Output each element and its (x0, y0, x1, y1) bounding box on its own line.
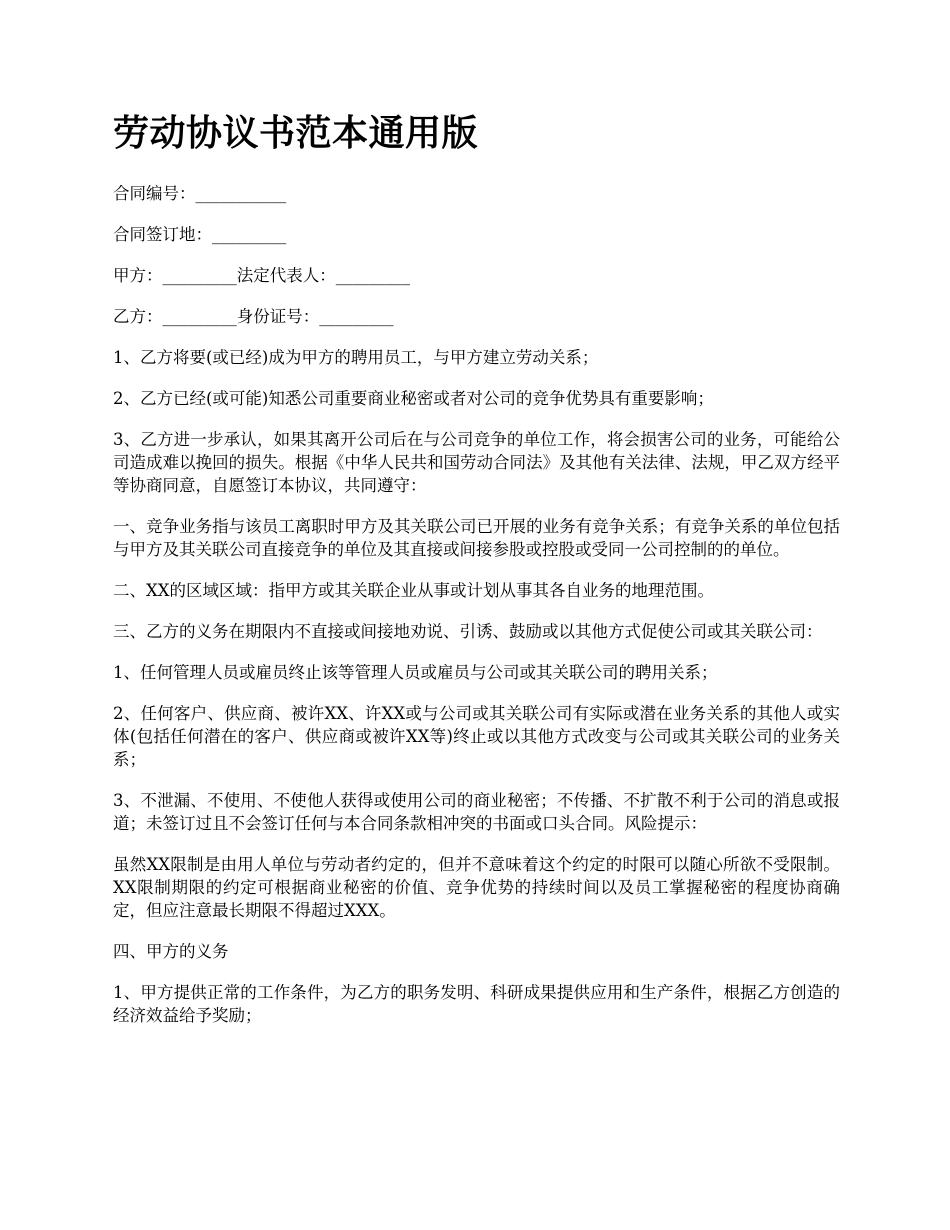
clause-1-competing-business: 一、竞争业务指与该员工离职时甲方及其关联公司已开展的业务有竞争关系；有竞争关系的单位包括与甲方及其关联公司直接竞争的单位及其直接或间接参股或控股或受同一公司控制的的单位。 (113, 517, 840, 559)
clause-2-region: 二、XX的区域区域：指甲方或其关联企业从事或计划从事其各自业务的地理范围。 (113, 581, 714, 600)
clause-3-item-2: 2、任何客户、供应商、被许XX、许XX或与公司或其关联公司有实际或潜在业务关系的其他人或实体(包括任何潜在的客户、供应商或被许XX等)终止或以其他方式改变与公司或其关联公司的业务关系； (113, 704, 840, 769)
party-a-line: 甲方：_________法定代表人：_________ (113, 266, 410, 285)
clause-3-party-b-obligations: 三、乙方的义务在期限内不直接或间接地劝说、引诱、鼓励或以其他方式促使公司或其关联公司： (113, 622, 823, 641)
clause-4-heading: 四、甲方的义务 (113, 942, 229, 961)
document-title: 劳动协议书范本通用版 (113, 113, 479, 154)
recital-3: 3、乙方进一步承认，如果其离开公司后在与公司竞争的单位工作，将会损害公司的业务，可能给公司造成难以挽回的损失。根据《中华人民共和国劳动合同法》及其他有关法律、法规，甲乙双方经平等协商同意，自愿签订本协议，共同遵守： (113, 430, 840, 495)
recital-2: 2、乙方已经(或可能)知悉公司重要商业秘密或者对公司的竞争优势具有重要影响； (113, 389, 714, 408)
clause-3-item-3: 3、不泄漏、不使用、不使他人获得或使用公司的商业秘密；不传播、不扩散不利于公司的消息或报道；未签订过且不会签订任何与本合同条款相冲突的书面或口头合同。风险提示： (113, 791, 840, 833)
risk-note: 虽然XX限制是由用人单位与劳动者约定的，但并不意味着这个约定的时限可以随心所欲不受限制。XX限制期限的约定可根据商业秘密的价值、竞争优势的持续时间以及员工掌握秘密的程度协商确定，但应注意最长期限不得超过XXX。 (113, 855, 840, 920)
recital-1: 1、乙方将要(或已经)成为甲方的聘用员工，与甲方建立劳动关系； (113, 348, 599, 367)
contract-number-line: 合同编号：___________ (113, 184, 287, 203)
clause-4-item-1: 1、甲方提供正常的工作条件，为乙方的职务发明、科研成果提供应用和生产条件，根据乙方创造的经济效益给予奖励； (113, 983, 840, 1025)
signing-place-line: 合同签订地：_________ (113, 225, 287, 244)
clause-3-item-1: 1、任何管理人员或雇员终止该等管理人员或雇员与公司或其关联公司的聘用关系； (113, 663, 718, 682)
party-b-line: 乙方：_________身份证号：_________ (113, 307, 394, 326)
